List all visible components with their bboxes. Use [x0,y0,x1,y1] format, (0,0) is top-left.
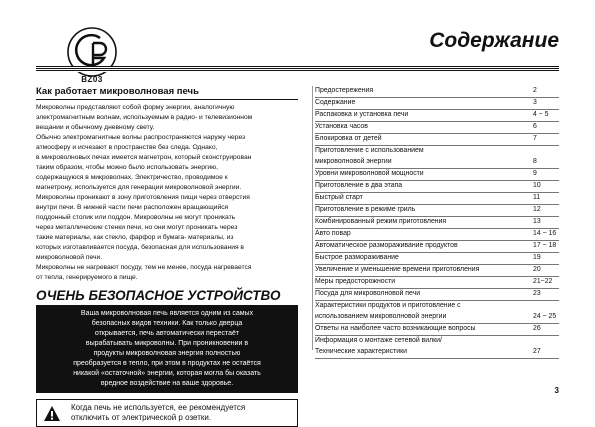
body-line: поддонный столик или поддон. Микроволны не могут проникать [36,214,236,221]
safety-line: вырабатывать микроволны. При проникновении в [85,340,249,347]
contents-entry-line: Информация о монтаже сетевой вилки/ [315,337,442,344]
body-line: таким образом, чтобы можно было использовать энергию, [36,164,219,171]
contents-entry-page: 27 [533,348,541,355]
contents-entry-line: Приготовление с использованием [315,147,424,154]
body-line: электромагнитным волнам, используемым в радио- и телевизионном [36,114,253,121]
contents-entry-page: 20 [533,266,541,273]
contents-entry-line: Установка часов [315,123,368,130]
contents-entry-line: Быстрый старт [315,194,363,201]
contents-entry-page: 21~22 [533,278,553,285]
contents-entry-page: 9 [533,170,537,177]
body-line: внутри печи. В нижней части печи расположен вращающийся [36,204,229,211]
left-column [36,86,298,427]
safety-line: продукты микроволновая энергия полностью [93,350,241,357]
warning-line: отключить от электрической р озетки. [71,413,212,422]
contents-entry-title [315,323,535,334]
safety-line: Ваша микроволновая печь является одним из самых [80,310,254,317]
contents-entry-line: Приготовление в режиме гриль [315,206,416,213]
safety-banner-title: ОЧЕНЬ БЕЗОПАСНОЕ УСТРОЙСТВО [36,288,281,303]
contents-entry-line: Технические характеристики [315,348,407,355]
contents-entry-page: 11 [533,194,541,201]
column-divider [312,86,313,350]
contents-entry-title [315,192,535,203]
body-line: содержащуюся в микроволнах. Электричество, проводимое к [36,174,228,181]
warning-triangle-icon [43,405,61,422]
body-line: от тепла, генерируемого в пище. [36,274,138,281]
contents-entry-page: 3 [533,99,537,106]
contents-entry-title [315,204,535,215]
contents-entry-page: 8 [533,158,537,165]
contents-entry-page: 6 [533,123,537,130]
contents-entry-line: Быстрое размораживание [315,254,399,261]
contents-entry-title [315,145,535,167]
contents-entry-page: 2 [533,87,537,94]
safety-info-box [36,305,298,393]
warning-text [71,403,245,423]
contents-entry-line: Приготовление в два этапа [315,182,403,189]
contents-list [315,86,559,359]
contents-entry-page: 12 [533,206,541,213]
body-line: магнетрону, используется для генерации микроволновой энергии. [36,184,242,191]
contents-entry-title [315,252,535,263]
contents-entry [315,336,559,359]
contents-entry-line: Распаковка и установка печи [315,111,409,118]
body-text [36,103,298,283]
body-line: через металлические стенки печи, но они могут проникать через [36,224,238,231]
title-rule [36,66,559,72]
contents-entry-line: Содержание [315,99,356,106]
contents-entry-line: Предостережения [315,87,374,94]
contents-entry-title [315,168,535,179]
body-line: такие материалы, как стекло, фарфор и бумага- материалы, из [36,234,234,241]
contents-entry-title [315,228,535,239]
body-line: которых изготавливается посуда, безопасная для использования в [36,244,244,251]
contents-entry-title [315,109,535,120]
contents-entry-page: 24 ~ 25 [533,313,557,320]
contents-entry-page: 19 [533,254,541,261]
contents-entry-title [315,180,535,191]
contents-entry-title [315,335,535,357]
body-line: Обычно электромагнитные волны распространяются наружу через [36,134,246,141]
body-line: Микроволны представляют собой форму энергии, аналогичную [36,104,235,111]
contents-entry-line: микроволновой энергии [315,158,392,165]
section-heading: Как работает микроволновая печь [36,86,298,100]
contents-entry-line: Комбинированный режим приготовления [315,218,447,225]
contents-entry-page: 14 ~ 16 [533,230,557,237]
safety-line: вредное воздействие на ваше здоровье. [100,380,234,387]
contents-entry-line: Блокировка от детей [315,135,382,142]
page-title: Содержание [429,29,559,52]
safety-line: преобразуется в тепло, при этом в продуктах не остаётся [73,360,261,367]
contents-entry-page: 17 ~ 18 [533,242,557,249]
safety-line: открывается, печь автоматически перестаёт [94,330,240,337]
body-line: Микроволны проникают в зону приготовления пищи через отверстия [36,194,250,201]
contents-entry-page: 10 [533,182,541,189]
contents-entry-page: 7 [533,135,537,142]
warning-box [36,399,298,427]
contents-entry-line: Ответы на наиболее часто возникающие вопросы [315,325,476,332]
certification-code: BZ03 [81,75,103,84]
contents-entry-line: Меры предосторожности [315,278,396,285]
contents-entry-page: 13 [533,218,541,225]
warning-line: Когда печь не используется, ее рекомендуется [71,403,246,412]
body-line: атмосферу и исчезают в пространстве без следа. Однако, [36,144,218,151]
contents-entry-line: использованием микроволновой энергии [315,313,447,320]
body-line: Микроволны не нагревают посуду, тем не менее, посуда нагревается [36,264,252,271]
contents-entry-line: Уровни микроволновой мощности [315,170,424,177]
contents-entry-page: 23 [533,290,541,297]
contents-entry-page: 26 [533,325,541,332]
contents-entry-line: Авто повар [315,230,351,237]
contents-entry-title [315,121,535,132]
contents-entry-line: Автоматическое размораживание продуктов [315,242,458,249]
contents-entry-title [315,240,535,251]
contents-entry-title [315,276,535,287]
contents-entry-line: Характеристики продуктов и приготовление с [315,302,461,309]
page-number: 3 [554,386,559,395]
body-line: в микроволновых печах имеется магнетрон, который сконструирован [36,154,252,161]
contents-entry-title [315,288,535,299]
safety-line: безопасных видов техники. Как только дверца [91,320,243,327]
contents-entry-title [315,300,535,322]
contents-entry-title [315,85,535,96]
contents-entry [315,301,559,324]
contents-entry [315,146,559,169]
contents-entry-line: Увеличение и уменьшение времени приготовления [315,266,480,273]
contents-entry-title [315,97,535,108]
contents-entry-page: 4 ~ 5 [533,111,549,118]
contents-entry-title [315,133,535,144]
body-line: микроволновой печи. [36,254,103,261]
body-line: вещании и обычному дневному свету. [36,124,155,131]
contents-entry-title [315,216,535,227]
safety-line: никакой «остаточной» энергии, которая могла бы оказать [73,370,261,377]
contents-entry-title [315,264,535,275]
contents-entry-line: Посуда для микроволновой печи [315,290,421,297]
